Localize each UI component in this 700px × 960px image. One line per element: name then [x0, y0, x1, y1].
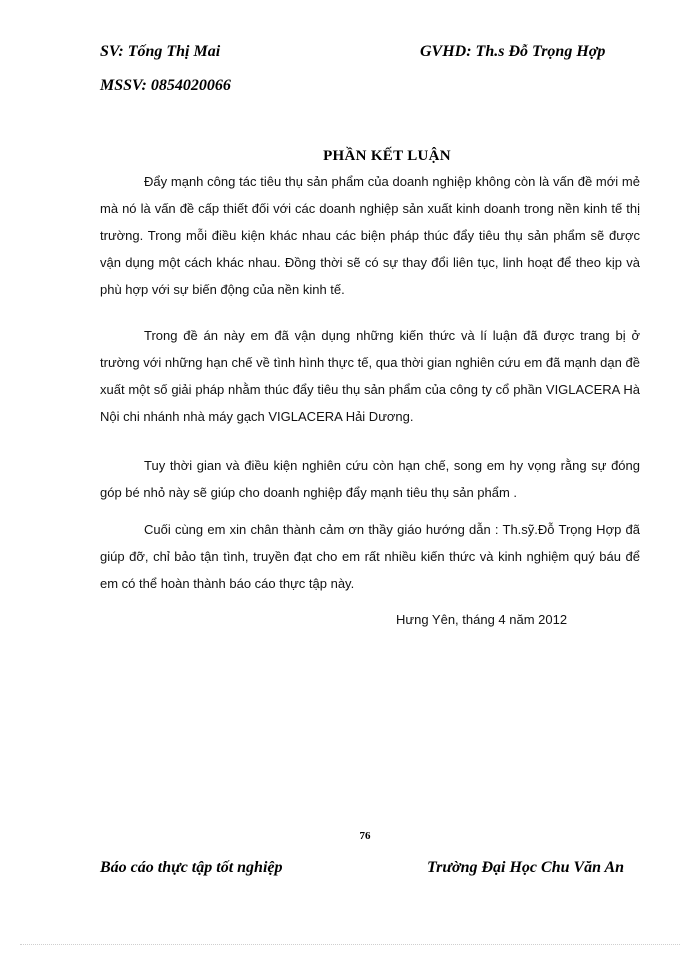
- page-title: PHẦN KẾT LUẬN: [323, 148, 451, 164]
- page-bottom-divider: [20, 944, 680, 945]
- header-student-id: MSSV: 0854020066: [100, 77, 231, 94]
- paragraph-4: Cuối cùng em xin chân thành cảm ơn thầy giáo hướng dẫn : Th.sỹ.Đỗ Trọng Hợp đã giúp đỡ, chỉ bảo tận tình, truyền đạt cho em rất nhiều kiến thức và kinh nghiệm quý báu để em có thể hoàn thành báo cáo thực tập này.: [100, 522, 640, 591]
- footer-report-title: Báo cáo thực tập tốt nghiệp: [100, 859, 283, 876]
- signature-date: Hưng Yên, tháng 4 năm 2012: [396, 612, 568, 627]
- header-student-name: SV: Tống Thị Mai: [100, 43, 221, 60]
- page-number: 76: [359, 830, 371, 842]
- footer-school-name: Trường Đại Học Chu Văn An: [427, 859, 625, 876]
- paragraph-1: Đẩy mạnh công tác tiêu thụ sản phẩm của doanh nghiệp không còn là vấn đề mới mẻ mà nó là vấn đề cấp thiết đối với các doanh nghiệp sản xuất kinh doanh trong nền kinh tế thị trường. Trong mỗi điều kiện khác nhau các biện pháp thúc đẩy tiêu thụ sản phẩm sẽ được vận dụng một cách khác nhau. Đồng thời sẽ có sự thay đổi liên tục, linh hoạt để theo kịp và phù hợp với sự biến động của nền kinh tế.: [100, 174, 640, 297]
- paragraph-2: Trong đề án này em đã vận dụng những kiến thức và lí luận đã được trang bị ở trường với những hạn chế về tình hình thực tế, qua thời gian nghiên cứu em đã mạnh dạn đề xuất một số giải pháp nhằm thúc đẩy tiêu thụ sản phẩm của công ty cổ phần VIGLACERA Hà Nội chi nhánh nhà máy gạch VIGLACERA Hải Dương.: [100, 328, 640, 424]
- paragraph-3: Tuy thời gian và điều kiện nghiên cứu còn hạn chế, song em hy vọng rằng sự đóng góp bé nhỏ này sẽ giúp cho doanh nghiệp đẩy mạnh tiêu thụ sản phẩm .: [100, 458, 640, 500]
- header-advisor-name: GVHD: Th.s Đỗ Trọng Hợp: [420, 43, 606, 60]
